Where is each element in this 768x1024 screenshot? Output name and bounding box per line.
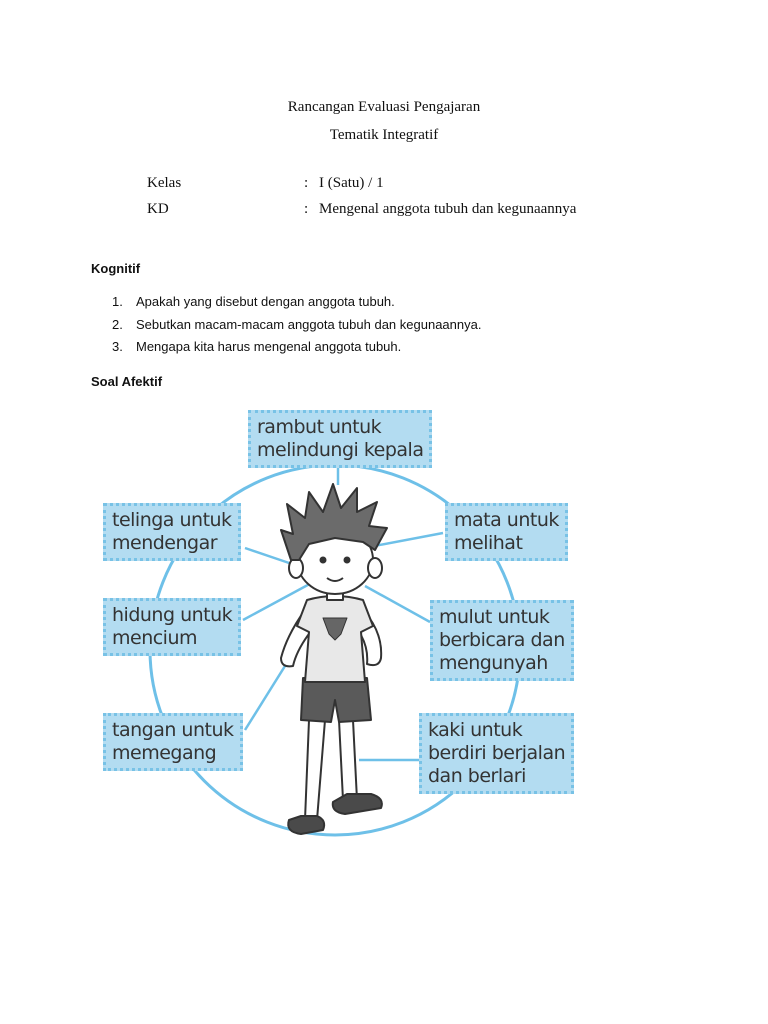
label-mulut	[430, 600, 574, 681]
boy-shorts	[301, 678, 371, 722]
connector-mulut	[365, 586, 430, 622]
connector-tangan	[245, 658, 290, 730]
label-kaki	[419, 713, 574, 794]
label-hidung-line-2: mencium	[112, 627, 198, 649]
label-kaki-line-2: berdiri berjalan	[428, 742, 566, 764]
question-number: 1.	[112, 294, 123, 309]
question-text: Mengapa kita harus mengenal anggota tubuh.	[136, 339, 402, 354]
info-value-kelas: I (Satu) / 1	[319, 175, 384, 191]
label-rambut-line-2: melindungi kepala	[257, 439, 424, 461]
info-colon-kelas: :	[304, 175, 309, 191]
boy-left-sandal	[288, 816, 324, 834]
label-telinga	[103, 503, 241, 561]
info-value-kd: Mengenal anggota tubuh dan kegunaannya	[319, 201, 577, 217]
boy-right-ear	[368, 558, 382, 578]
label-hidung-line-1: hidung untuk	[112, 604, 233, 626]
label-mata-line-1: mata untuk	[454, 509, 559, 531]
label-telinga-line-2: mendengar	[112, 532, 218, 554]
label-mata	[445, 503, 568, 561]
section-heading-kognitif: Kognitif	[91, 261, 141, 276]
label-tangan-line-2: memegang	[112, 742, 217, 764]
label-hidung	[103, 598, 241, 656]
label-tangan-line-1: tangan untuk	[112, 719, 234, 741]
label-kaki-line-3: dan berlari	[428, 765, 526, 787]
label-kaki-line-1: kaki untuk	[428, 719, 523, 741]
question-text: Apakah yang disebut dengan anggota tubuh.	[136, 294, 395, 309]
document-title: Rancangan Evaluasi Pengajaran	[287, 99, 481, 115]
question-number: 3.	[112, 339, 123, 354]
label-rambut-line-1: rambut untuk	[257, 416, 382, 438]
label-telinga-line-1: telinga untuk	[112, 509, 232, 531]
label-mata-line-2: melihat	[454, 532, 523, 554]
document-subtitle: Tematik Integratif	[329, 127, 439, 143]
info-colon-kd: :	[304, 201, 309, 217]
boy-right-leg	[339, 720, 357, 800]
label-rambut	[248, 410, 432, 468]
label-mulut-line-1: mulut untuk	[439, 606, 550, 628]
boy-right-eye	[345, 558, 350, 563]
info-label-kd: KD	[147, 201, 169, 217]
question-number: 2.	[112, 317, 123, 332]
label-tangan	[103, 713, 243, 771]
boy-left-leg	[305, 720, 325, 820]
question-text: Sebutkan macam-macam anggota tubuh dan kegunaannya.	[136, 317, 482, 332]
info-label-kelas: Kelas	[147, 175, 182, 191]
boy-right-sandal	[333, 794, 382, 814]
body-parts-illustration	[95, 400, 595, 845]
label-mulut-line-2: berbicara dan	[439, 629, 565, 651]
boy-left-eye	[321, 558, 326, 563]
boy-figure	[281, 484, 387, 834]
section-heading-afektif: Soal Afektif	[91, 374, 163, 389]
label-mulut-line-3: mengunyah	[439, 652, 548, 674]
